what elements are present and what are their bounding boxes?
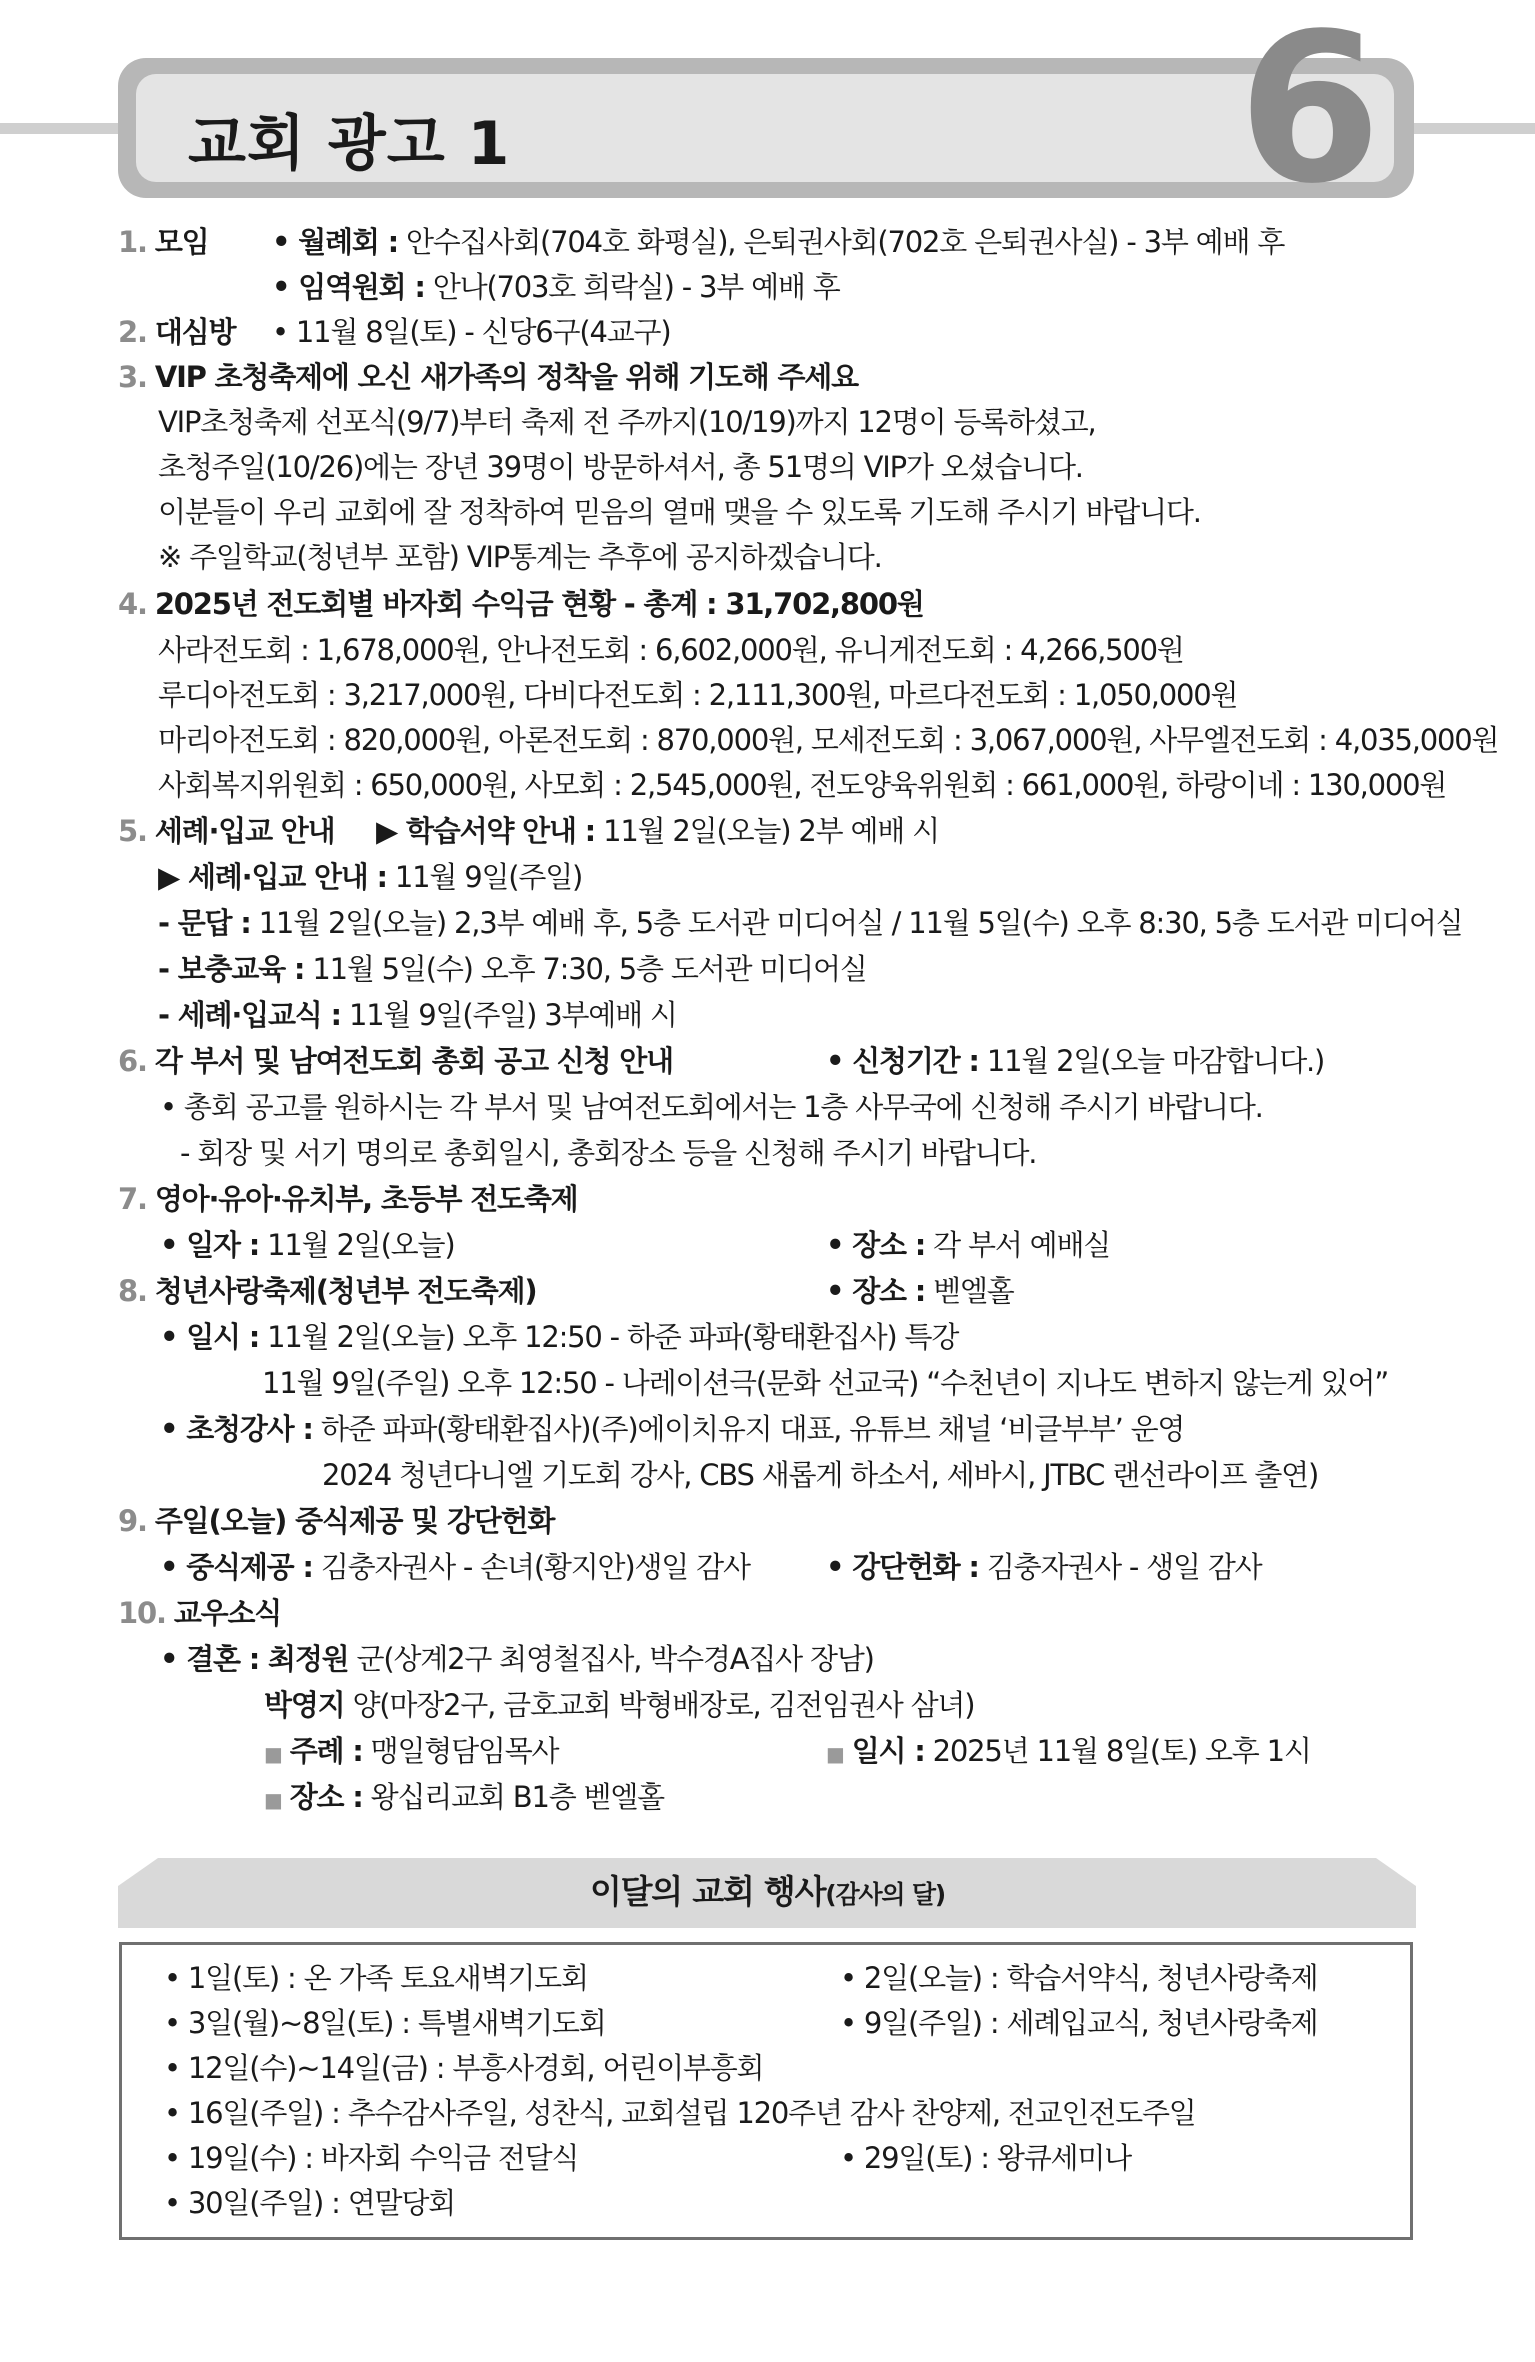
item-4-line: 사라전도회 : 1,678,000원, 안나전도회 : 6,602,000원, 유니게전도회 : 4,266,500원: [158, 633, 1184, 667]
text: 11월 9일(주일): [386, 860, 583, 894]
item-8-heading: [118, 1271, 536, 1311]
label: • 일자 :: [160, 1228, 260, 1262]
item-10-officiant: [264, 1731, 558, 1771]
item-8-time: [160, 1317, 958, 1357]
item-number: 5.: [118, 814, 147, 848]
item-6-period: [826, 1041, 1324, 1081]
label: • 장소 :: [826, 1274, 926, 1308]
text: 안나(703호 희락실) - 3부 예배 후: [424, 270, 840, 304]
item-5-line-d: [158, 949, 867, 989]
label: - 문답 :: [158, 906, 251, 940]
text: 11월 2일(오늘) 오후 12:50 - 하준 파파(황태환집사) 특강: [259, 1320, 959, 1354]
label: • 장소 :: [826, 1228, 926, 1262]
label: 박영지: [264, 1688, 345, 1722]
item-7-date: [160, 1225, 454, 1265]
item-4-line: 루디아전도회 : 3,217,000원, 다비다전도회 : 2,111,300원, 마르다전도회 : 1,050,000원: [158, 678, 1238, 712]
item-4-heading: [118, 584, 924, 624]
item-3-heading: [118, 357, 858, 397]
item-number: 3.: [118, 360, 147, 394]
item-3-line: 초청주일(10/26)에는 장년 39명이 방문하셔서, 총 51명의 VIP가 오셨습니다.: [158, 450, 1083, 484]
item-5-line-c: [158, 903, 1462, 943]
item-number: 8.: [118, 1274, 147, 1308]
event-item: • 12일(수)~14일(금) : 부흥사경회, 어린이부흥회: [164, 2051, 764, 2085]
label: ▶ 학습서약 안내 :: [376, 814, 596, 848]
text: 11월 5일(수) 오후 7:30, 5층 도서관 미디어실: [304, 952, 867, 986]
text: 11월 9일(주일) 3부예배 시: [340, 998, 677, 1032]
item-5-line-b: [158, 857, 582, 897]
label: 일시 :: [851, 1734, 925, 1768]
event-item: • 19일(수) : 바자회 수익금 전달식: [164, 2141, 579, 2175]
text: 양(마장2구, 금호교회 박형배장로, 김전임권사 삼녀): [344, 1688, 975, 1722]
page-title: 교회 광고 1: [188, 109, 511, 179]
events-title-sub: (감사의 달): [825, 1880, 946, 1909]
header-rule-left: [0, 123, 130, 134]
item-4-line: 사회복지위원회 : 650,000원, 사모회 : 2,545,000원, 전도양육위원회 : 661,000원, 하랑이네 : 130,000원: [158, 768, 1447, 802]
label: ▶ 세례·입교 안내 :: [158, 860, 387, 894]
text: 11월 2일(오늘 마감합니다.): [978, 1044, 1325, 1078]
label: • 강단헌화 :: [826, 1550, 979, 1584]
item-title: 주일(오늘) 중식제공 및 강단헌화: [154, 1504, 555, 1538]
item-number: 7.: [118, 1182, 147, 1216]
text: 11월 2일(오늘) 2,3부 예배 후, 5층 도서관 미디어실 / 11월 5일(수) 오후 8:30, 5층 도서관 미디어실: [250, 906, 1463, 940]
item-number: 1.: [118, 225, 147, 259]
label: • 중식제공 :: [160, 1550, 313, 1584]
event-item: • 29일(토) : 왕큐세미나: [840, 2141, 1131, 2175]
item-number: 6.: [118, 1044, 147, 1078]
item-5-line-a: [376, 811, 939, 851]
item-3-line: VIP초청축제 선포식(9/7)부터 축제 전 주까지(10/19)까지 12명이 등록하셨고,: [158, 405, 1096, 439]
item-5-line-e: [158, 995, 677, 1035]
event-item: • 30일(주일) : 연말당회: [164, 2186, 455, 2220]
item-2-text: • 11월 8일(토) - 신당6구(4교구): [272, 315, 671, 349]
item-title: 청년사랑축제(청년부 전도축제): [154, 1274, 537, 1308]
item-3-line: 이분들이 우리 교회에 잘 정착하여 믿음의 열매 맺을 수 있도록 기도해 주시기 바랍니다.: [158, 495, 1201, 529]
item-7-heading: [118, 1179, 577, 1219]
item-3-note: ※ 주일학교(청년부 포함) VIP통계는 추후에 공지하겠습니다.: [158, 540, 882, 574]
item-number: 9.: [118, 1504, 147, 1538]
label: • 초청강사 :: [160, 1412, 313, 1446]
text: 11월 2일(오늘): [259, 1228, 455, 1262]
item-10-groom: [160, 1639, 874, 1679]
text: 11월 2일(오늘) 2부 예배 시: [595, 814, 939, 848]
item-number: 10.: [118, 1596, 166, 1630]
item-8-speaker: [160, 1409, 1184, 1449]
item-title: 모임: [154, 225, 209, 259]
item-6-line: • 총회 공고를 원하시는 각 부서 및 남여전도회에서는 1층 사무국에 신청해 주시기 바랍니다.: [160, 1090, 1263, 1124]
label: • 신청기간 :: [826, 1044, 979, 1078]
label: • 월례회 :: [272, 225, 398, 259]
text: 김충자권사 - 생일 감사: [978, 1550, 1262, 1584]
event-item: • 9일(주일) : 세례입교식, 청년사랑축제: [840, 2006, 1318, 2040]
text: 각 부서 예배실: [925, 1228, 1111, 1262]
text: 안수집사회(704호 화평실), 은퇴권사회(702호 은퇴권사실) - 3부 예배 후: [397, 225, 1285, 259]
item-6-heading: [118, 1041, 673, 1081]
text: 벧엘홀: [925, 1274, 1014, 1308]
item-title: 교우소식: [173, 1596, 282, 1630]
event-item: • 3일(월)~8일(토) : 특별새벽기도회: [164, 2006, 606, 2040]
label: - 보충교육 :: [158, 952, 305, 986]
event-item: • 2일(오늘) : 학습서약식, 청년사랑축제: [840, 1961, 1318, 1995]
label: • 결혼 : 최정원: [160, 1642, 349, 1676]
item-1-line-a: [272, 222, 1284, 262]
label: • 임역원회 :: [272, 270, 425, 304]
events-title-main: 이달의 교회 행사: [589, 1872, 826, 1911]
text: 군(상계2구 최영철집사, 박수경A집사 장남): [348, 1642, 874, 1676]
event-item: • 16일(주일) : 추수감사주일, 성찬식, 교회설립 120주년 감사 찬양제, 전교인전도주일: [164, 2096, 1196, 2130]
text: 왕십리교회 B1층 벧엘홀: [362, 1780, 664, 1814]
item-5-heading: [118, 811, 334, 851]
square-bullet-icon: ■: [264, 1742, 282, 1766]
item-title: 대심방: [154, 315, 236, 349]
item-8-place: [826, 1271, 1014, 1311]
item-title: 각 부서 및 남여전도회 총회 공고 신청 안내: [154, 1044, 673, 1078]
text: 하준 파파(황태환집사)(주)에이치유지 대표, 유튜브 채널 ‘비글부부’ 운영: [312, 1412, 1185, 1446]
item-number: 4.: [118, 587, 147, 621]
event-item: • 1일(토) : 온 가족 토요새벽기도회: [164, 1961, 588, 1995]
item-9-heading: [118, 1501, 554, 1541]
label: - 세례·입교식 :: [158, 998, 341, 1032]
item-1-line-b: [272, 267, 840, 307]
item-6-line: - 회장 및 서기 명의로 총회일시, 총회장소 등을 신청해 주시기 바랍니다.: [180, 1136, 1037, 1170]
item-title: 2025년 전도회별 바자회 수익금 현황 - 총계 : 31,702,800원: [154, 587, 924, 621]
item-10-datetime: [826, 1731, 1311, 1771]
item-10-venue: [264, 1777, 664, 1817]
item-title: 세례·입교 안내: [154, 814, 335, 848]
item-2-heading: [118, 312, 235, 352]
label: 주례 :: [289, 1734, 363, 1768]
item-8-speaker-2: 2024 청년다니엘 기도회 강사, CBS 새롭게 하소서, 세바시, JTBC 랜선라이프 출연): [322, 1458, 1319, 1492]
item-1-heading: [118, 222, 208, 262]
item-10-heading: [118, 1593, 281, 1633]
text: 맹일형담임목사: [362, 1734, 559, 1768]
page-number: 6: [1238, 0, 1382, 229]
events-title: [0, 1866, 1535, 1921]
item-title: VIP 초청축제에 오신 새가족의 정착을 위해 기도해 주세요: [154, 360, 858, 394]
item-7-place: [826, 1225, 1110, 1265]
text: 2025년 11월 8일(토) 오후 1시: [924, 1734, 1311, 1768]
item-10-bride: [264, 1685, 974, 1725]
label: 장소 :: [289, 1780, 363, 1814]
text: 김충자권사 - 손녀(황지안)생일 감사: [312, 1550, 750, 1584]
item-9-flowers: [826, 1547, 1261, 1587]
item-8-time-2: 11월 9일(주일) 오후 12:50 - 나레이션극(문화 선교국) “수천년이 지나도 변하지 않는게 있어”: [262, 1366, 1389, 1400]
square-bullet-icon: ■: [264, 1788, 282, 1812]
item-4-line: 마리아전도회 : 820,000원, 아론전도회 : 870,000원, 모세전도회 : 3,067,000원, 사무엘전도회 : 4,035,000원: [158, 723, 1499, 757]
square-bullet-icon: ■: [826, 1742, 844, 1766]
item-9-lunch: [160, 1547, 750, 1587]
label: • 일시 :: [160, 1320, 260, 1354]
item-title: 영아·유아·유치부, 초등부 전도축제: [154, 1182, 578, 1216]
item-number: 2.: [118, 315, 147, 349]
